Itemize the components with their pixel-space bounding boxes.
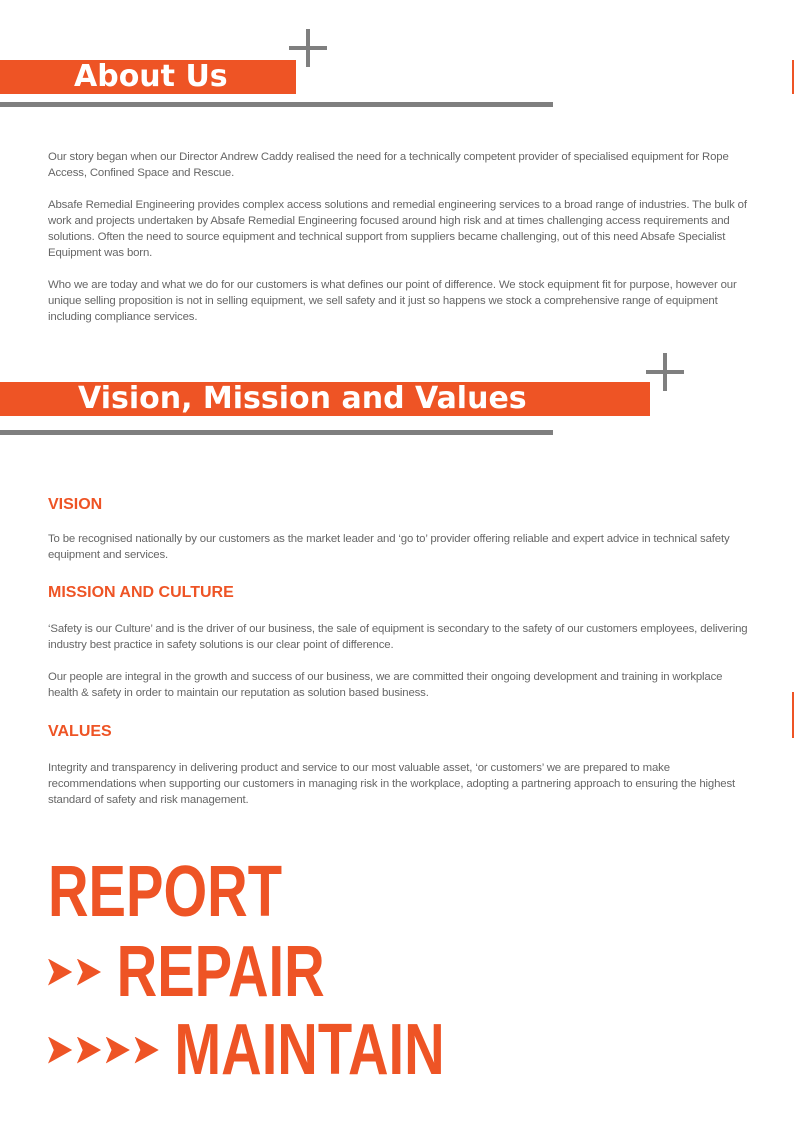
chevron-right-icon	[77, 959, 101, 986]
about-us-heading: About Us	[74, 60, 228, 94]
values-text: Integrity and transparency in delivering product and service to our most valuable asset, ‘or customers’ we are prepared to make recommendations when supporting our customers in managing risk in the workplace, adopting a partnering approach to ensuring the highest standard of safety and risk management.	[48, 762, 736, 806]
chevron-right-icon	[48, 1037, 72, 1064]
vision-text: To be recognised nationally by our customers as the market leader and ‘go to’ provider offering reliable and expert advice in technical safety equipment and services.	[48, 533, 730, 561]
vision-title: VISION	[48, 496, 103, 513]
vmv-rule	[0, 430, 553, 435]
chevron-right-icon	[106, 1037, 130, 1064]
about-us-banner	[0, 60, 296, 94]
mission-paragraph: Our people are integral in the growth and success of our business, we are committed their ongoing development and training in workplace health & safety in order to maintain our reputation as solution based business.	[48, 671, 723, 699]
plus-icon	[289, 29, 327, 67]
slogan-report	[48, 852, 283, 932]
vmv-heading: Vision, Mission and Values	[78, 382, 527, 416]
mission-paragraph: ‘Safety is our Culture’ and is the driver of our business, the sale of equipment is secondary to the safety of our customers employees, delivering industry best practice in safety solutions is our clear point of difference.	[48, 623, 748, 651]
plus-icon	[646, 353, 684, 391]
slogan-maintain	[48, 1010, 445, 1090]
slogan-repair-text: REPAIR	[116, 932, 325, 1012]
chevron-group	[48, 1037, 159, 1064]
slogan-maintain-text: MAINTAIN	[174, 1010, 445, 1090]
values-title: VALUES	[48, 723, 112, 740]
chevron-group	[48, 959, 101, 986]
slogan-repair	[48, 932, 325, 1012]
chevron-right-icon	[77, 1037, 101, 1064]
about-paragraph: Our story began when our Director Andrew Caddy realised the need for a technically competent provider of specialised equipment for Rope Access, Confined Space and Rescue.	[48, 151, 729, 179]
about-paragraph: Who we are today and what we do for our customers is what defines our point of difference. We stock equipment fit for purpose, however our unique selling proposition is not in selling equipment, we sell safety and it just so happens we stock a comprehensive range of equipment including compliance services.	[48, 279, 737, 323]
chevron-right-icon	[48, 959, 72, 986]
vmv-banner	[0, 382, 650, 416]
about-paragraph: Absafe Remedial Engineering provides complex access solutions and remedial engineering services to a broad range of industries. The bulk of work and projects undertaken by Absafe Remedial Engineering focused around high risk and at times challenging access requirements and solutions. Often the need to source equipment and technical support from suppliers became challenging, out of this need Absafe Specialist Equipment was born.	[48, 199, 747, 259]
chevron-right-icon	[135, 1037, 159, 1064]
slogan-report-text: REPORT	[48, 852, 283, 932]
mission-title: MISSION AND CULTURE	[48, 584, 234, 601]
about-us-rule	[0, 102, 553, 107]
